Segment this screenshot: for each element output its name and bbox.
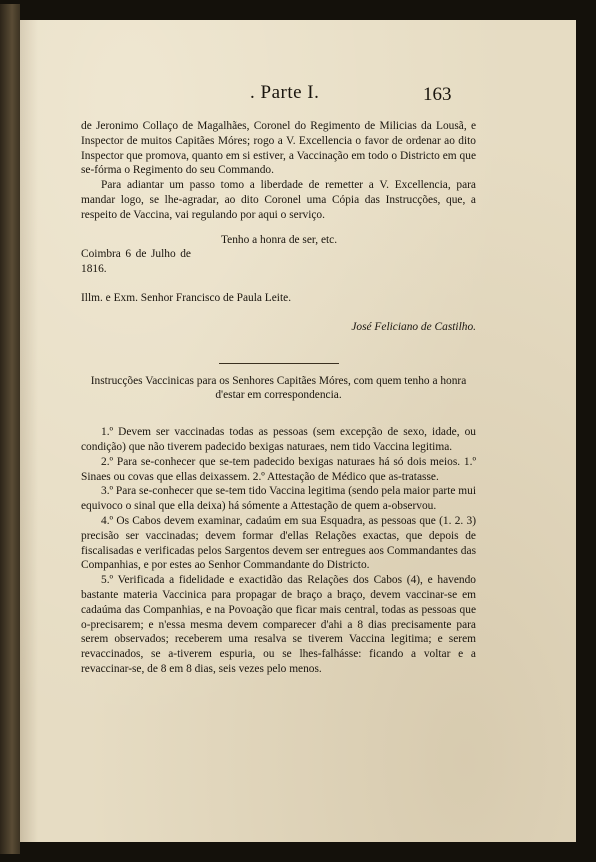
instruction-item-3: 3.º Para se-conhecer que se-tem tido Vaccina legitima (sendo pela maior parte mui equivoco o sinal que ella deixa) há sómente a Attestação de quem a-observou. <box>81 485 476 513</box>
book-page <box>20 20 576 842</box>
instruction-item-1: 1.º Devem ser vaccinadas todas as pessoas (sem excepção de sexo, idade, ou condição) que não tiverem padecido bexigas naturaes, nem tido Vaccina legitima. <box>81 426 476 453</box>
letter-paragraph-2: Para adiantar um passo tomo a liberdade de remetter a V. Excellencia, para mandar logo, se lhe-agradar, ao dito Coronel uma Cópia das Instrucções, que, a respeito de Vaccina, vai regulando por aqui o serviço. <box>81 179 476 221</box>
section-divider <box>219 363 339 364</box>
page-number: 163 <box>423 84 452 105</box>
running-head-title: . Parte I. <box>250 82 320 103</box>
letter-dateline: Coimbra 6 de Julho de 1816. <box>81 248 191 276</box>
letter-addressee: Illm. e Exm. Senhor Francisco de Paula Leite. <box>81 291 292 304</box>
facing-page-edge <box>0 4 20 854</box>
page-body <box>81 119 476 677</box>
instruction-item-2: 2.º Para se-conhecer que se-tem padecido bexigas naturaes há só dois meios. 1.º Sinaes ou covas que ellas deixassem. 2.º Attestação de Médico que as-tratasse. <box>81 455 476 483</box>
instruction-item-4: 4.º Os Cabos devem examinar, cadaúm em sua Esquadra, as pessoas que (1. 2. 3) precisão ser vaccinadas; devem formar d'ellas Relações exactas, que depois de fiscalisadas e verificadas pelos Sargentos devem ser entregues aos Commandantes das Companhias, e por estes ao Senhor Commandante do Districto. <box>81 514 476 572</box>
letter-closing: Tenho a honra de ser, etc. <box>221 233 338 246</box>
letter-signature: José Feliciano de Castilho. <box>351 320 476 333</box>
instructions-title: Instrucções Vaccinicas para os Senhores Capitães Móres, com quem tenho a honra d'estar em correspondencia. <box>90 374 467 402</box>
letter-paragraph-1: de Jeronimo Collaço de Magalhães, Coronel do Regimento de Milicias da Lousã, e Inspector de muitos Capitães Móres; rogo a V. Excellencia o favor de ordenar ao dito Inspector que promova, quanto em si estiver, a Vaccinação em todo o Districto em que se-fórma o Regimento do seu Commando. <box>81 120 476 177</box>
running-head <box>20 82 576 106</box>
instructions-list <box>81 425 476 677</box>
instruction-item-5: 5.º Verificada a fidelidade e exactidão das Relações dos Cabos (4), e havendo bastante materia Vaccinica para propagar de braço a braço, devem vaccinar-se em cadaúma das Companhias, e na Povoação que ficar mais central, todas as pessoas que o-precisarem; e n'essa mesma devem comparecer d'ahi a 8 dias precisamente para serem observados; receberem uma resalva se tiverem Vaccina legitima; e serem revaccinados, se a-tiverem espuria, ou se lhes-falhásse: ficando a voltar e a revaccinar-se, de 8 em 8 dias, seis vezes pelo menos. <box>81 574 476 675</box>
